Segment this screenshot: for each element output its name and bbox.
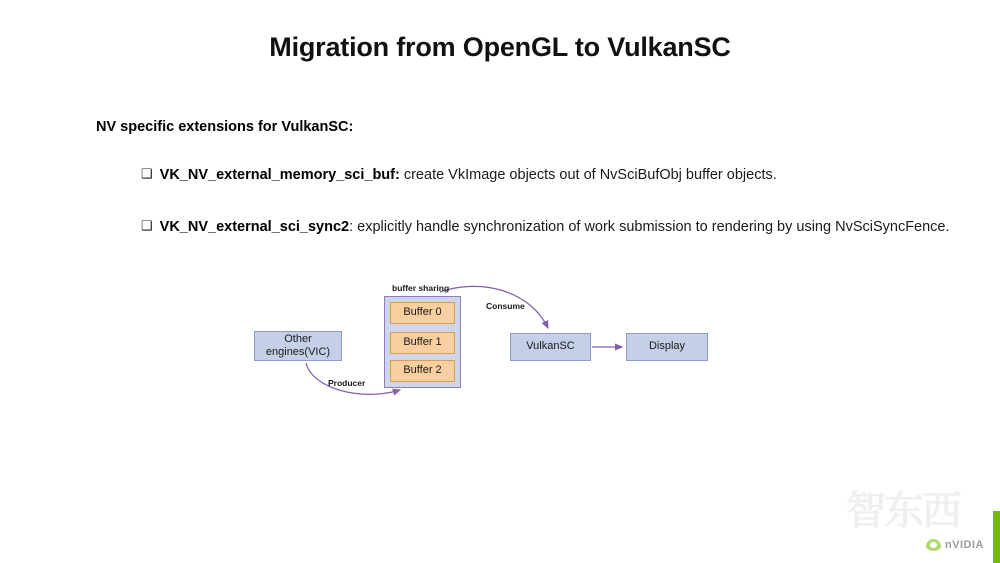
node-other-engines-label xyxy=(266,333,330,359)
nvidia-wordmark: nVIDIA xyxy=(944,539,984,551)
other-engines-line1: Other xyxy=(284,332,312,345)
label-consume: Consume xyxy=(486,301,525,311)
extension-name-2: VK_NV_external_sci_sync2 xyxy=(159,219,350,235)
page-title: Migration from OpenGL to VulkanSC xyxy=(269,32,731,62)
bullet-item-1 xyxy=(141,167,777,183)
bullet-text-2: : explicitly handle synchronization of work submission to rendering by using NvSciSyncFence. xyxy=(349,219,950,235)
bullet-marker-icon: ❑ xyxy=(141,218,153,233)
node-display: Display xyxy=(626,333,708,361)
node-buffer-1: Buffer 1 xyxy=(390,332,455,354)
watermark xyxy=(846,479,964,541)
label-producer: Producer xyxy=(328,378,366,388)
bullet-text-1: create VkImage objects out of NvSciBufObj buffer objects. xyxy=(399,167,777,183)
node-other-engines xyxy=(254,331,342,361)
extension-name-1: VK_NV_external_memory_sci_buf: xyxy=(159,167,400,183)
other-engines-line2: engines(VIC) xyxy=(265,346,331,358)
bullet-marker-icon: ❑ xyxy=(141,166,153,181)
node-buffer-0: Buffer 0 xyxy=(390,302,455,324)
architecture-diagram xyxy=(0,270,1000,430)
nvidia-logo xyxy=(926,539,984,551)
accent-bar xyxy=(993,511,1000,563)
watermark-text: 智东西 xyxy=(846,489,960,533)
label-buffer-sharing: buffer sharing xyxy=(392,283,450,293)
node-buffer-2: Buffer 2 xyxy=(390,360,455,382)
nvidia-eye-icon xyxy=(926,539,941,551)
bullet-item-2 xyxy=(141,219,950,235)
node-vulkansc: VulkanSC xyxy=(510,333,591,361)
section-subheading: NV specific extensions for VulkanSC: xyxy=(96,119,354,135)
diagram-arrows xyxy=(0,270,1000,430)
